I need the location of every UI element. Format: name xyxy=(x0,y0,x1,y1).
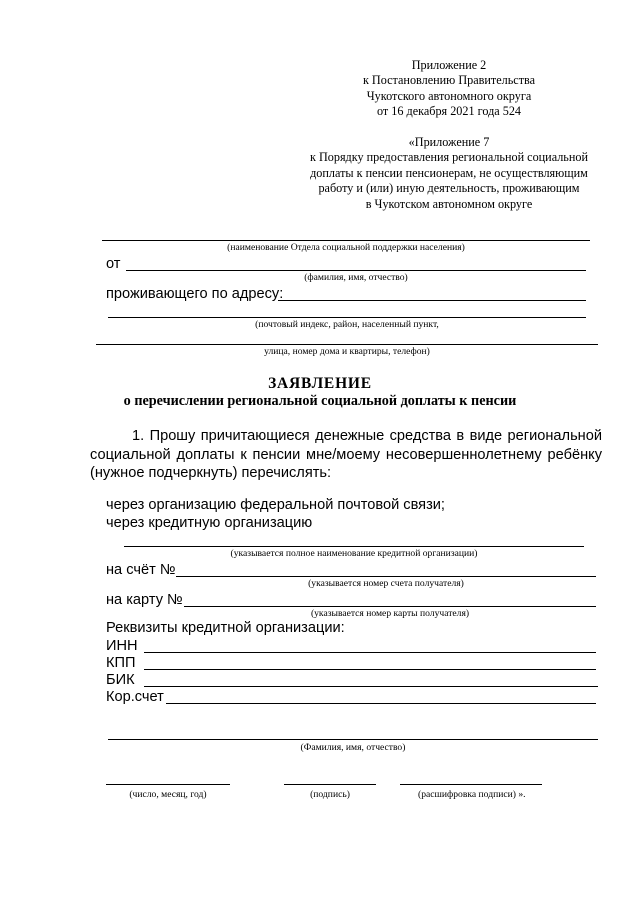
account-caption: (указывается номер счета получателя) xyxy=(308,578,464,589)
card-caption: (указывается номер карты получателя) xyxy=(310,608,470,619)
signature-decode-field[interactable] xyxy=(400,784,542,785)
from-label: от xyxy=(106,256,121,272)
appendix-line: доплаты к пенсии пенсионерам, не осуществляющим xyxy=(310,165,588,180)
appendix-line: Чукотского автономного округа xyxy=(366,88,532,103)
address-label: проживающего по адресу: xyxy=(106,286,284,302)
inn-field[interactable] xyxy=(144,652,596,653)
department-caption: (наименование Отдела социальной поддержки населения) xyxy=(227,242,465,253)
address-caption-2: улица, номер дома и квартиры, телефон) xyxy=(264,346,430,357)
applicant-name-field[interactable] xyxy=(126,270,586,271)
corr-account-field[interactable] xyxy=(166,703,596,704)
kpp-label: КПП xyxy=(106,655,136,671)
signature-caption: (подпись) xyxy=(310,789,350,800)
account-label: на счёт № xyxy=(106,562,176,578)
bank-name-field[interactable] xyxy=(124,546,584,547)
account-number-field[interactable] xyxy=(176,576,596,577)
appendix-line: от 16 декабря 2021 года 524 xyxy=(376,104,522,119)
address-caption-1: (почтовый индекс, район, населенный пункт, xyxy=(255,319,439,330)
signature-decode-caption: (расшифровка подписи) ». xyxy=(418,789,526,800)
document-subtitle: о перечислении региональной социальной доплаты к пенсии xyxy=(123,393,517,409)
bik-label: БИК xyxy=(106,672,135,688)
paragraph-line: (нужное подчеркнуть) перечислять: xyxy=(90,465,332,481)
appendix-header xyxy=(290,58,608,120)
name-caption: (фамилия, имя, отчество) xyxy=(304,272,408,283)
document-title: ЗАЯВЛЕНИЕ xyxy=(268,375,372,392)
paragraph-line: социальной доплаты к пенсии мне/моему несовершеннолетнему ребёнку xyxy=(90,446,602,463)
appendix-line: Приложение 2 xyxy=(411,58,487,72)
appendix-line: работу и (или) иную деятельность, проживающим xyxy=(318,181,580,196)
option-post[interactable]: через организацию федеральной почтовой связи; xyxy=(106,497,445,513)
requisites-label: Реквизиты кредитной организации: xyxy=(106,620,345,636)
corr-account-label: Кор.счет xyxy=(106,689,164,705)
card-label: на карту № xyxy=(106,592,183,608)
inn-label: ИНН xyxy=(106,638,138,654)
kpp-field[interactable] xyxy=(144,669,596,670)
appendix-line: к Постановлению Правительства xyxy=(362,73,536,88)
request-paragraph xyxy=(90,427,602,483)
signature-field[interactable] xyxy=(284,784,376,785)
original-appendix-header xyxy=(290,135,608,212)
address-field-3[interactable] xyxy=(96,344,598,345)
paragraph-line: 1. Прошу причитающиеся денежные средства в виде региональной xyxy=(132,428,602,444)
department-line[interactable] xyxy=(102,240,590,241)
bank-name-caption: (указывается полное наименование кредитной организации) xyxy=(230,548,478,559)
fio-field[interactable] xyxy=(108,739,598,740)
appendix-line: «Приложение 7 xyxy=(408,135,490,149)
fio-caption: (Фамилия, имя, отчество) xyxy=(300,742,406,753)
bik-field[interactable] xyxy=(144,686,598,687)
address-field-1[interactable] xyxy=(278,300,586,301)
date-field[interactable] xyxy=(106,784,230,785)
date-caption: (число, месяц, год) xyxy=(129,789,207,800)
appendix-line: в Чукотском автономном округе xyxy=(365,196,533,211)
option-bank[interactable]: через кредитную организацию xyxy=(106,515,313,531)
card-number-field[interactable] xyxy=(184,606,596,607)
appendix-line: к Порядку предоставления региональной социальной xyxy=(309,150,588,165)
address-field-2[interactable] xyxy=(108,317,586,318)
